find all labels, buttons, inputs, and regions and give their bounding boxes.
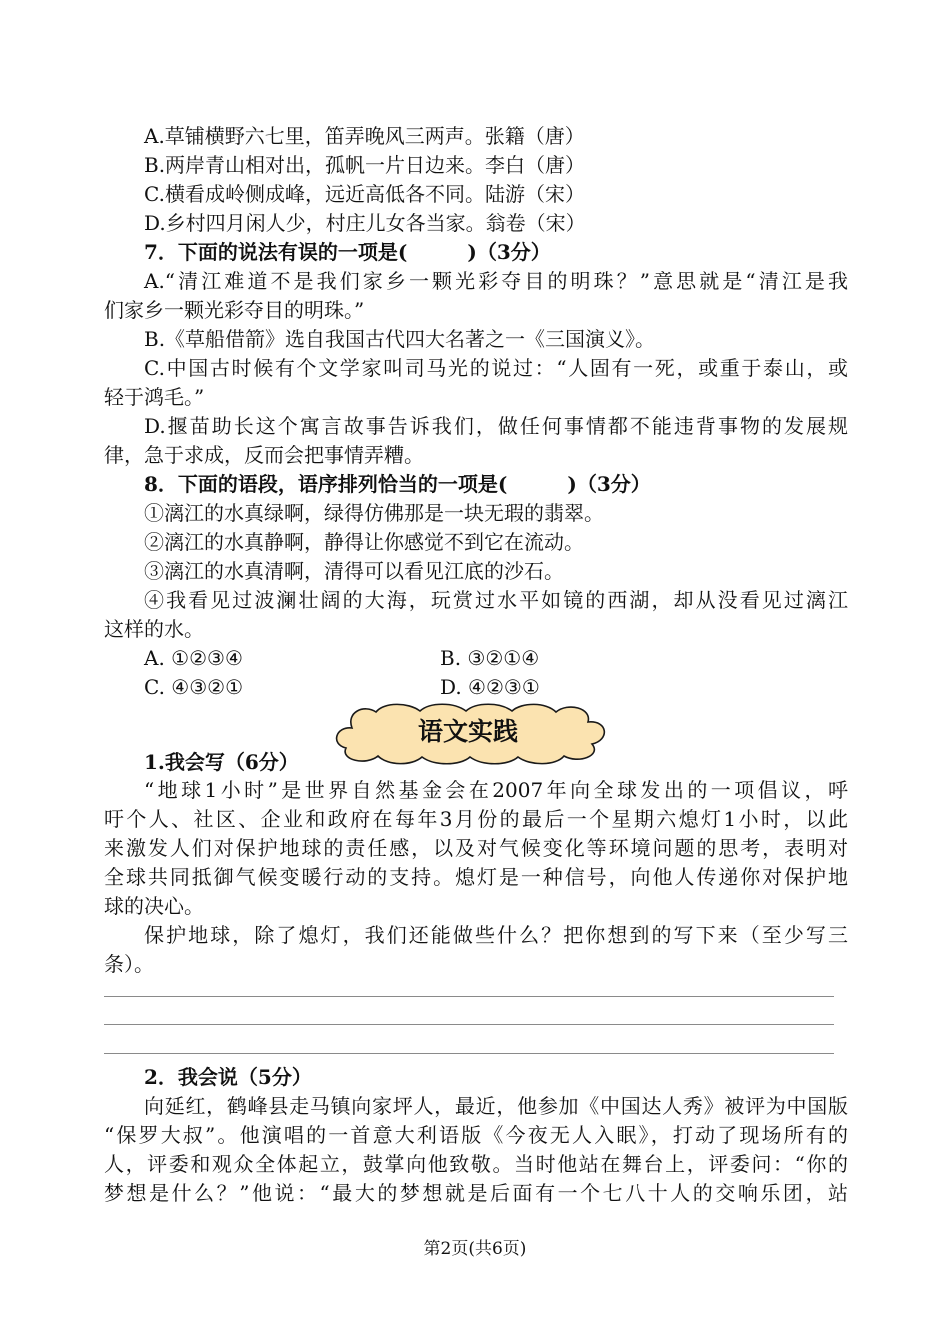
q7-option-c-line2: 轻于鸿毛。”: [104, 385, 205, 409]
q6-option-b: B.两岸青山相对出，孤帆一片日边来。李白（唐）: [144, 153, 586, 177]
p2-paragraph-line2: “保罗大叔”。他演唱的一首意大利语版《今夜无人入眠》，打动了现场所有的: [104, 1123, 848, 1147]
answer-line-2[interactable]: [104, 1024, 834, 1025]
p2-paragraph-line1: 向延红，鹤峰县走马镇向家坪人，最近，他参加《中国达人秀》被评为中国版: [144, 1094, 848, 1118]
answer-line-3[interactable]: [104, 1053, 834, 1054]
p2-paragraph-line4: 梦想是什么？”他说：“最大的梦想就是后面有一个七八十人的交响乐团，站: [104, 1181, 848, 1205]
p1-title: 1.我会写（6分）: [144, 750, 299, 774]
q7-option-c-line1: C.中国古时候有个文学家叫司马光的说过：“人固有一死，或重于泰山，或: [144, 356, 848, 380]
p2-paragraph-line3: 人，评委和观众全体起立，鼓掌向他致敬。当时他站在舞台上，评委问：“你的: [104, 1152, 848, 1176]
p1-paragraph-line4: 全球共同抵御气候变暖行动的支持。熄灯是一种信号，向他人传递你对保护地: [104, 865, 848, 889]
q8-sentence-2: ②漓江的水真静啊，静得让你感觉不到它在流动。: [144, 530, 584, 554]
p1-prompt-line1: 保护地球，除了熄灯，我们还能做些什么？把你想到的写下来（至少写三: [144, 923, 848, 947]
section-title: 语文实践: [417, 717, 518, 746]
p1-paragraph-line1: “地球1小时”是世界自然基金会在2007年向全球发出的一项倡议，呼: [144, 778, 848, 802]
q7-option-d-line1: D.揠苗助长这个寓言故事告诉我们，做任何事情都不能违背事物的发展规: [144, 414, 848, 438]
q7-option-b: B.《草船借箭》选自我国古代四大名著之一《三国演义》。: [144, 327, 656, 351]
q8-option-c: C. ④③②①: [144, 675, 244, 699]
q8-sentence-3: ③漓江的水真清啊，清得可以看见江底的沙石。: [144, 559, 564, 583]
q8-option-d: D. ④②③①: [440, 675, 540, 699]
p1-prompt-line2: 条）。: [104, 952, 154, 976]
q7-option-a-line1: A.“清江难道不是我们家乡一颗光彩夺目的明珠？”意思就是“清江是我: [144, 269, 848, 293]
q7-title: 7．下面的说法有误的一项是( )（3分）: [144, 240, 551, 264]
q6-option-a: A.草铺横野六七里，笛弄晚风三两声。张籍（唐）: [144, 124, 585, 148]
p1-paragraph-line2: 吁个人、社区、企业和政府在每年3月份的最后一个星期六熄灯1小时，以此: [104, 807, 848, 831]
q8-sentence-4-line2: 这样的水。: [104, 617, 204, 641]
q7-option-d-line2: 律，急于求成，反而会把事情弄糟。: [104, 443, 424, 467]
p1-paragraph-line5: 球的决心。: [104, 894, 204, 918]
q7-option-a-line2: 们家乡一颗光彩夺目的明珠。”: [104, 298, 365, 322]
p2-title: 2．我会说（5分）: [144, 1065, 312, 1089]
q6-option-c: C.横看成岭侧成峰，远近高低各不同。陆游（宋）: [144, 182, 585, 206]
q8-title: 8．下面的语段，语序排列恰当的一项是( )（3分）: [144, 472, 651, 496]
q6-option-d: D.乡村四月闲人少，村庄儿女各当家。翁卷（宋）: [144, 211, 586, 235]
page-number: 第2页(共6页): [423, 1239, 527, 1259]
q8-sentence-1: ①漓江的水真绿啊，绿得仿佛那是一块无瑕的翡翠。: [144, 501, 604, 525]
p1-paragraph-line3: 来激发人们对保护地球的责任感，以及对气候变化等环境问题的思考，表明对: [104, 836, 848, 860]
answer-line-1[interactable]: [104, 996, 834, 997]
q8-option-b: B. ③②①④: [440, 646, 540, 670]
q8-sentence-4-line1: ④我看见过波澜壮阔的大海，玩赏过水平如镜的西湖，却从没看见过漓江: [144, 588, 848, 612]
q8-option-a: A. ①②③④: [144, 646, 243, 670]
